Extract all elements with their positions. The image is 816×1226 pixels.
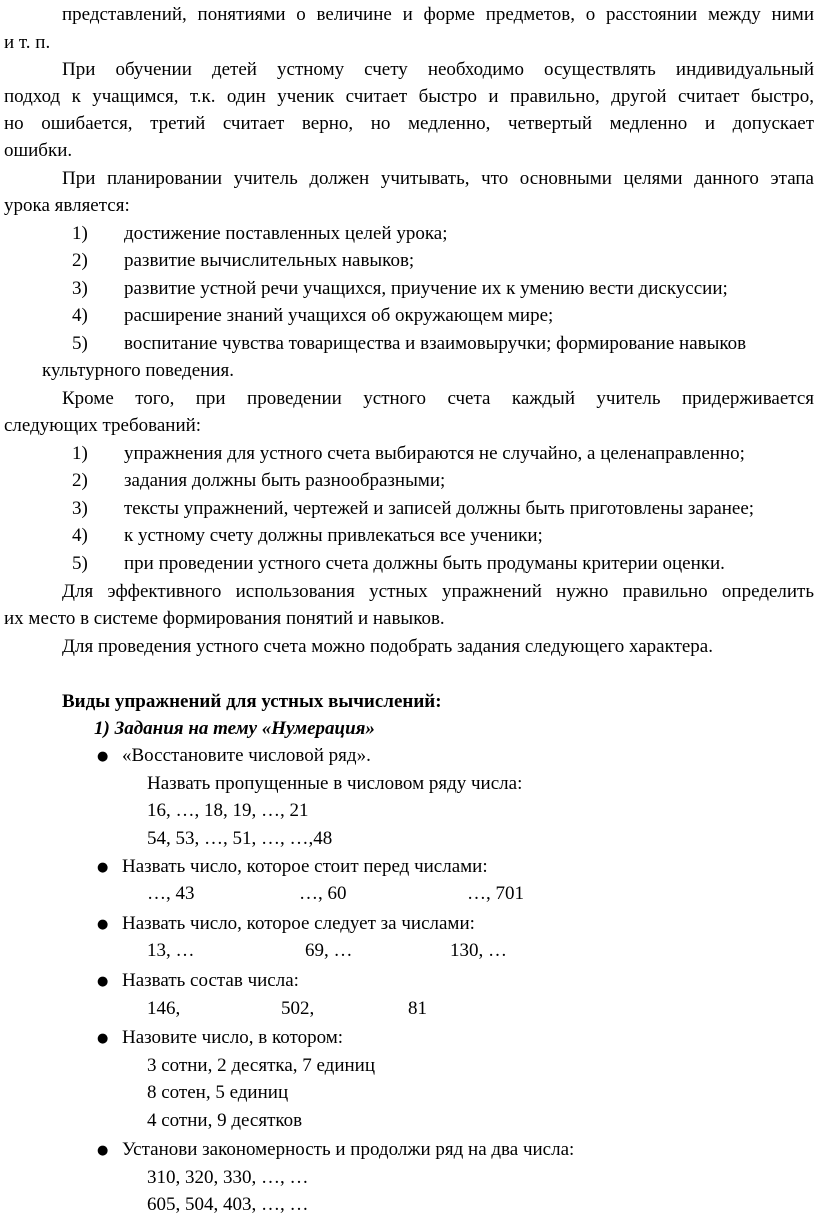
goal-text: развитие устной речи учащихся, приучение их к умению вести дискуссии; [124,278,728,299]
exercise-pattern-title: Установи закономерность и продолжи ряд на два числа: [122,1139,575,1160]
requirement-number: 4) [72,525,88,546]
requirement-number: 3) [72,498,88,519]
bullet-icon: ● [97,1143,109,1158]
goal-item [72,331,816,357]
answer-cell: 13, … [147,940,195,961]
answer-cell: …, 60 [299,883,347,904]
exercise-composition-title: Назвать состав числа: [122,970,299,991]
planning-line-1: При планировании учитель должен учитывать, что основными целями данного этапа [62,168,814,189]
bullet-icon: ● [97,749,109,764]
requirement-number: 2) [72,470,88,491]
bullet-icon: ● [97,917,109,932]
requirements-line-2: следующих требований: [4,415,202,436]
goal-item [72,248,816,274]
goal-item [72,276,816,302]
answer-cell: 69, … [305,940,353,961]
requirement-text: к устному счету должны привлекаться все ученики; [124,525,543,546]
answer-cell: …, 43 [147,883,195,904]
individual-line-4: ошибки. [4,140,73,161]
answer-cell: 146, [147,998,181,1019]
requirement-text: тексты упражнений, чертежей и записей должны быть приготовлены заранее; [124,498,755,519]
goal-number: 2) [72,250,88,271]
planning-line-2: урока является: [4,195,130,216]
requirement-text: упражнения для устного счета выбираются не случайно, а целенаправленно; [124,443,745,464]
individual-line-3: но ошибается, третий считает верно, но медленно, четвертый медленно и допускает [4,113,814,134]
goal-text: расширение знаний учащихся об окружающем мире; [124,305,554,326]
goal-item [72,221,816,247]
exercise-after-title: Назвать число, которое следует за числами: [122,913,475,934]
effective-line-1: Для эффективного использования устных упражнений нужно правильно определить [62,581,814,602]
goal-number: 4) [72,305,88,326]
goal-number: 5) [72,333,88,354]
goal-5-continuation: культурного поведения. [42,360,234,381]
bullet-icon: ● [97,1031,109,1046]
goal-text: воспитание чувства товарищества и взаимовыручки; формирование навыков [124,333,747,354]
section-subheading: 1) Задания на тему «Нумерация» [94,718,375,739]
goal-number: 3) [72,278,88,299]
exercise-which-row: 3 сотни, 2 десятка, 7 единиц [147,1055,376,1076]
exercise-restore-row: 54, 53, …, 51, …, …,48 [147,828,333,849]
individual-line-1: При обучении детей устному счету необходимо осуществлять индивидуальный [62,59,814,80]
goal-text: достижение поставленных целей урока; [124,223,448,244]
requirement-item [72,441,816,467]
exercise-pattern-row: 310, 320, 330, …, … [147,1167,309,1188]
requirement-item [72,551,816,577]
exercise-before-title: Назвать число, которое стоит перед числами: [122,856,488,877]
requirements-line-1: Кроме того, при проведении устного счета каждый учитель придерживается [62,388,814,409]
intro-line-2: и т. п. [4,32,51,53]
requirement-number: 5) [72,553,88,574]
answer-cell: 502, [281,998,315,1019]
bullet-icon: ● [97,860,109,875]
requirement-item [72,468,816,494]
requirement-text: задания должны быть разнообразными; [124,470,446,491]
exercise-which-row: 8 сотен, 5 единиц [147,1082,289,1103]
requirement-item [72,523,816,549]
tasks-intro: Для проведения устного счета можно подобрать задания следующего характера. [62,636,713,657]
answer-cell: 81 [408,998,427,1019]
exercise-which-row: 4 сотни, 9 десятков [147,1110,303,1131]
goal-number: 1) [72,223,88,244]
answer-cell: 130, … [450,940,507,961]
exercise-which-title: Назовите число, в котором: [122,1027,344,1048]
requirement-item [72,496,816,522]
intro-line-1: представлений, понятиями о величине и форме предметов, о расстоянии между ними [62,4,814,25]
individual-line-2: подход к учащимся, т.к. один ученик считает быстро и правильно, другой считает быстро, [4,86,814,107]
effective-line-2: их место в системе формирования понятий и навыков. [4,608,445,629]
requirement-text: при проведении устного счета должны быть продуманы критерии оценки. [124,553,725,574]
goal-text: развитие вычислительных навыков; [124,250,415,271]
requirement-number: 1) [72,443,88,464]
exercise-pattern-row: 605, 504, 403, …, … [147,1194,309,1215]
exercise-restore-prompt: Назвать пропущенные в числовом ряду числа: [147,773,523,794]
bullet-icon: ● [97,974,109,989]
answer-cell: …, 701 [467,883,524,904]
goal-item [72,303,816,329]
exercise-restore-title: «Восстановите числовой ряд». [122,745,371,766]
exercise-restore-row: 16, …, 18, 19, …, 21 [147,800,309,821]
section-heading: Виды упражнений для устных вычислений: [62,691,442,712]
